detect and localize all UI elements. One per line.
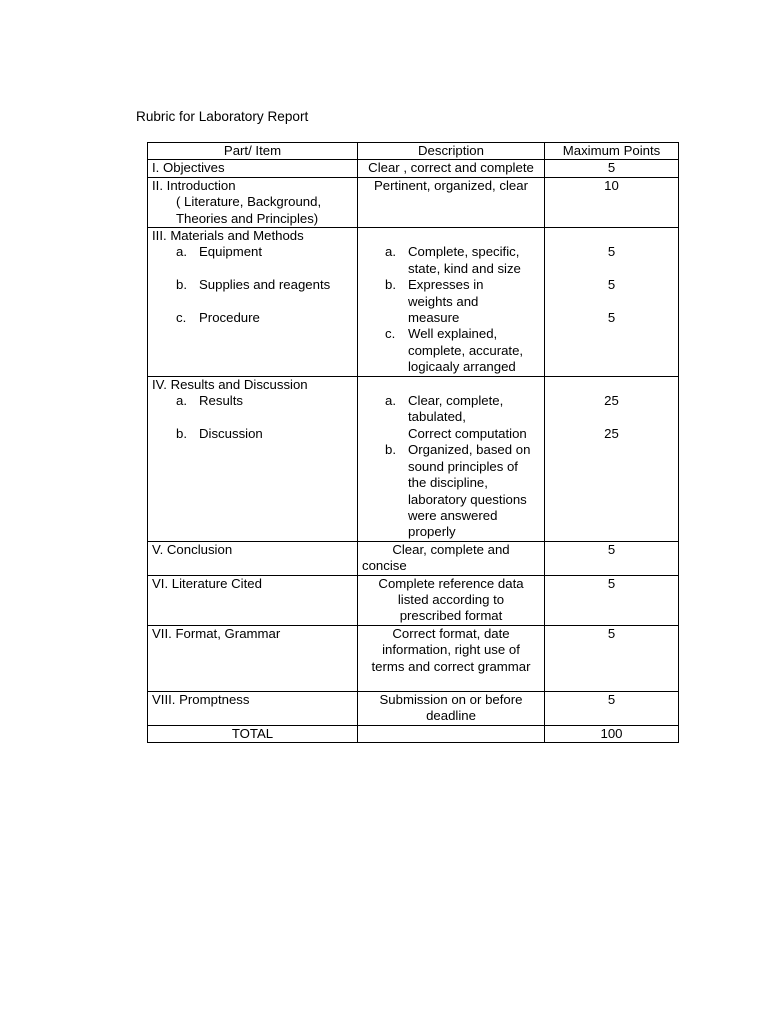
description-line: Clear, complete, xyxy=(408,393,504,409)
description-line: sound principles of xyxy=(408,458,518,474)
description-line: Correct computation xyxy=(408,425,527,441)
table-row-literature xyxy=(148,575,679,625)
part-label: IV. Results and Discussion xyxy=(152,376,308,392)
header-description: Description xyxy=(358,143,545,160)
points-cell: 5 xyxy=(545,691,679,725)
description-cell xyxy=(358,228,545,377)
part-cell: TOTAL xyxy=(148,725,358,742)
table-row-promptness xyxy=(148,691,679,725)
description-cell xyxy=(358,376,545,541)
description-line: state, kind and size xyxy=(408,260,521,276)
table-row-introduction xyxy=(148,177,679,227)
description-item xyxy=(362,393,540,442)
description-line: Complete reference data xyxy=(378,575,524,591)
points-cell: 5 xyxy=(545,160,679,177)
table-row-results xyxy=(148,376,679,541)
sub-item-letter: c. xyxy=(176,310,187,326)
description-item xyxy=(362,442,540,540)
sub-item xyxy=(152,393,353,409)
part-cell: V. Conclusion xyxy=(148,541,358,575)
description-line: measure xyxy=(408,310,460,326)
points-cell: 5 xyxy=(545,625,679,691)
description-line: prescribed format xyxy=(399,608,503,624)
points-value: 25 xyxy=(604,425,619,441)
description-line: laboratory questions xyxy=(408,491,527,507)
sub-item-label: Results xyxy=(199,393,243,409)
sub-item-letter: a. xyxy=(176,244,187,260)
header-points: Maximum Points xyxy=(545,143,679,160)
description-cell xyxy=(358,541,545,575)
part-cell xyxy=(148,177,358,227)
description-line: complete, accurate, xyxy=(408,342,524,358)
sub-item xyxy=(152,426,353,442)
points-cell xyxy=(545,376,679,541)
part-cell xyxy=(148,228,358,377)
sub-item-label: Procedure xyxy=(199,310,260,326)
description-line: concise xyxy=(362,558,407,574)
description-line: Complete, specific, xyxy=(408,244,520,260)
description-line: Organized, based on xyxy=(408,442,531,458)
description-line: the discipline, xyxy=(408,475,488,491)
description-line: information, right use of xyxy=(382,642,520,658)
table-header-row xyxy=(148,143,679,160)
sub-item-letter: b. xyxy=(176,277,187,293)
description-line: logicaaly arranged xyxy=(408,359,516,375)
sub-item xyxy=(152,277,353,293)
description-cell xyxy=(358,725,545,742)
description-cell xyxy=(358,625,545,691)
part-sublabel: ( Literature, Background, xyxy=(176,194,322,210)
description-cell: Clear , correct and complete xyxy=(358,160,545,177)
part-cell xyxy=(148,376,358,541)
description-line: tabulated, xyxy=(408,409,466,425)
part-cell: I. Objectives xyxy=(148,160,358,177)
table-row-objectives xyxy=(148,160,679,177)
table-row-materials xyxy=(148,228,679,377)
part-label: III. Materials and Methods xyxy=(152,228,304,244)
points-cell: 5 xyxy=(545,575,679,625)
description-line: Submission on or before xyxy=(379,691,523,707)
points-value: 5 xyxy=(607,244,616,260)
description-item xyxy=(362,326,540,375)
sub-item-label: Discussion xyxy=(199,425,263,441)
sub-item-letter: b. xyxy=(176,425,187,441)
page-title: Rubric for Laboratory Report xyxy=(136,109,309,124)
points-cell: 10 xyxy=(545,177,679,227)
description-letter: a. xyxy=(385,393,396,409)
sub-item-label: Equipment xyxy=(199,244,263,260)
sub-item-letter: a. xyxy=(176,393,187,409)
table-row-format xyxy=(148,625,679,691)
description-item xyxy=(362,277,540,326)
description-line: terms and correct grammar xyxy=(371,658,531,674)
description-line: properly xyxy=(408,524,456,540)
description-line: Expresses in xyxy=(408,277,484,293)
points-cell: 5 xyxy=(545,541,679,575)
part-sublabel: Theories and Principles) xyxy=(176,210,319,226)
description-cell xyxy=(358,691,545,725)
description-letter: a. xyxy=(385,244,396,260)
table-row-total xyxy=(148,725,679,742)
part-cell: VII. Format, Grammar xyxy=(148,625,358,691)
rubric-table xyxy=(147,142,679,743)
sub-item xyxy=(152,244,353,260)
description-line: Well explained, xyxy=(408,326,498,342)
points-value: 25 xyxy=(604,393,619,409)
description-letter: b. xyxy=(385,277,396,293)
description-line: listed according to xyxy=(397,591,505,607)
part-cell: VIII. Promptness xyxy=(148,691,358,725)
sub-item-label: Supplies and reagents xyxy=(199,277,331,293)
header-part: Part/ Item xyxy=(148,143,358,160)
points-cell xyxy=(545,228,679,377)
description-line: were answered xyxy=(408,507,498,523)
part-label: II. Introduction xyxy=(152,177,236,193)
description-cell xyxy=(358,575,545,625)
description-line: weights and xyxy=(408,293,479,309)
part-cell: VI. Literature Cited xyxy=(148,575,358,625)
sub-item xyxy=(152,310,353,326)
description-line: Correct format, date xyxy=(392,625,510,641)
points-value: 5 xyxy=(607,277,616,293)
points-cell: 100 xyxy=(545,725,679,742)
description-cell: Pertinent, organized, clear xyxy=(358,177,545,227)
table-row-conclusion xyxy=(148,541,679,575)
points-value: 5 xyxy=(607,310,616,326)
description-line: Clear, complete and xyxy=(392,541,510,557)
description-letter: c. xyxy=(385,326,396,342)
description-line: deadline xyxy=(426,708,476,724)
description-item xyxy=(362,244,540,277)
description-letter: b. xyxy=(385,442,396,458)
